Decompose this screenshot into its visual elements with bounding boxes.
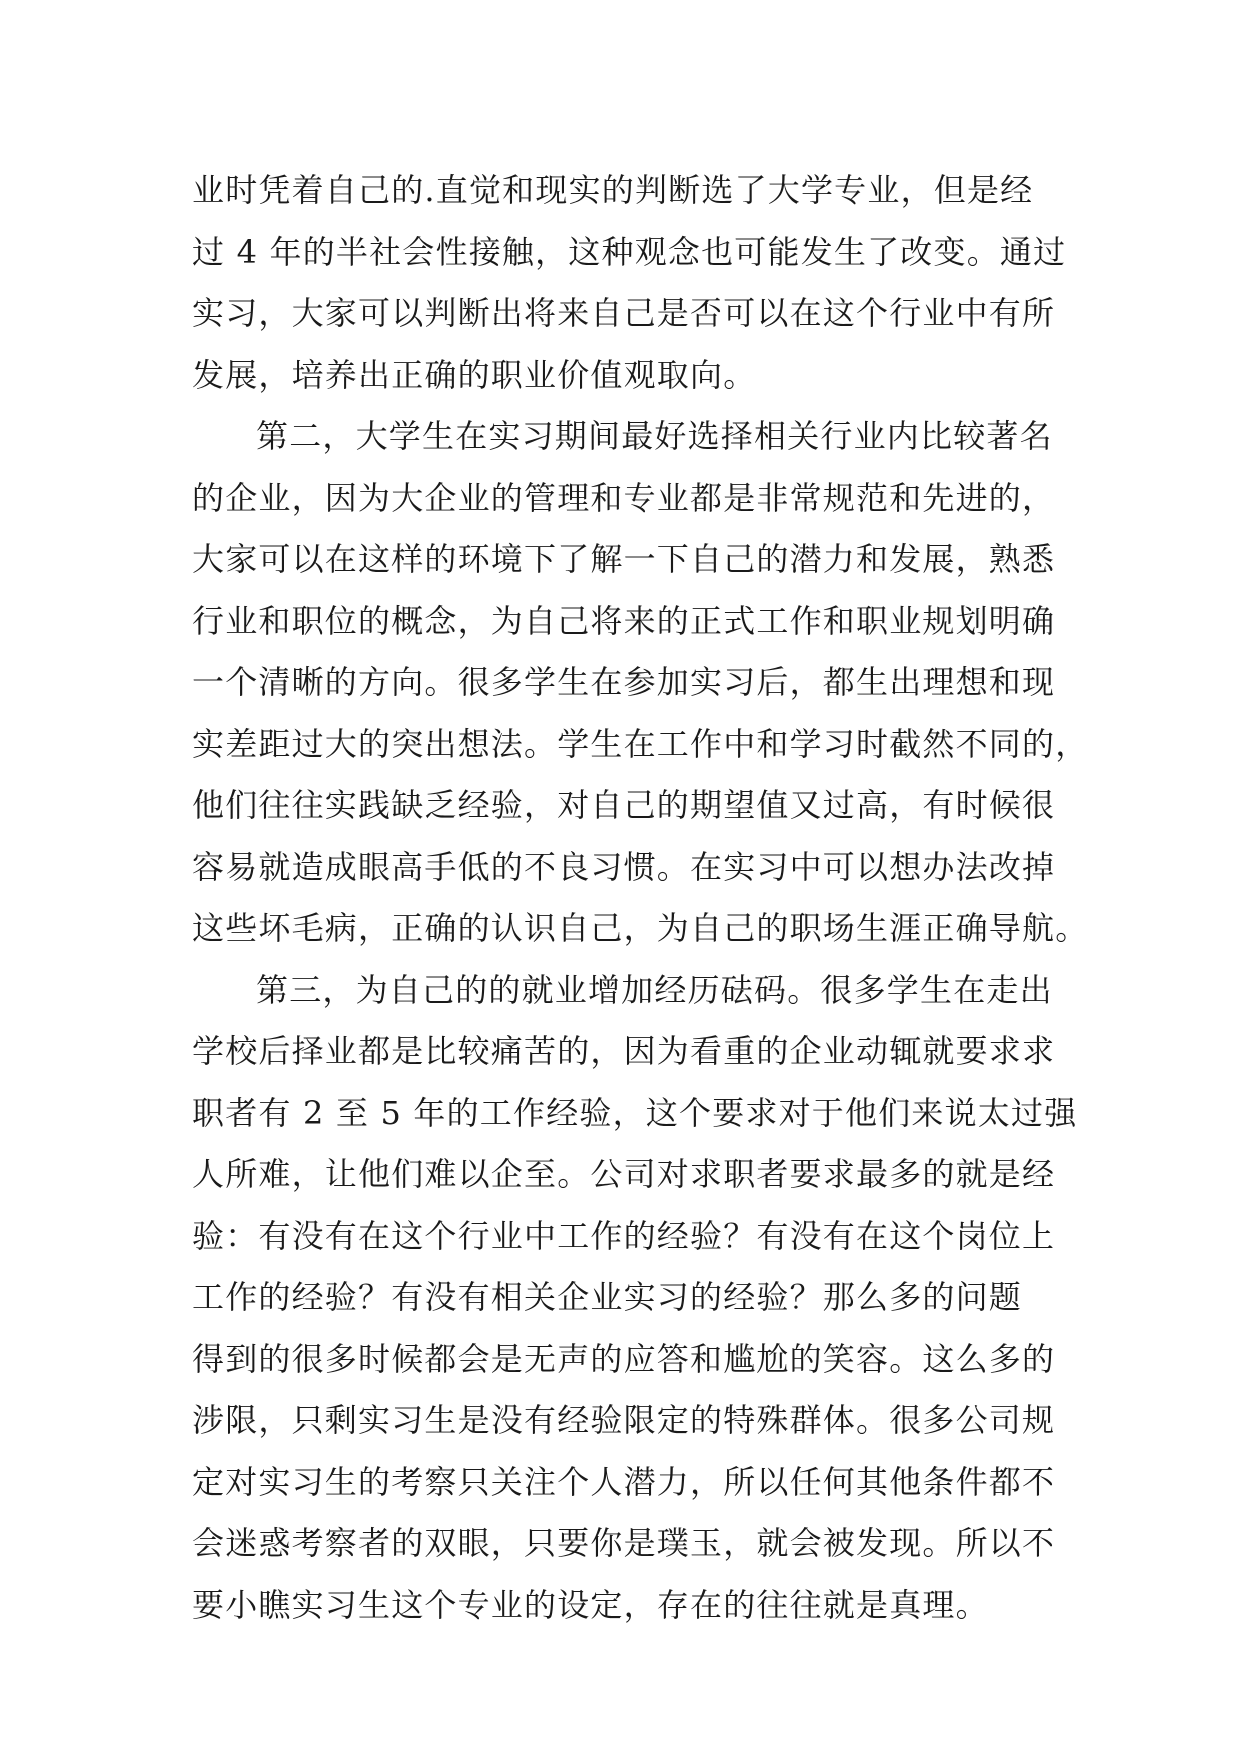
text-line: 发展，培养出正确的职业价值观取向。 (192, 355, 757, 394)
paragraph-2 (192, 406, 1089, 960)
text-line: 工作的经验？有没有相关企业实习的经验？那么多的问题 (192, 1278, 1023, 1316)
text-line: 验：有没有在这个行业中工作的经验？有没有在这个岗位上 (192, 1216, 1056, 1255)
text-line: 这些坏毛病，正确的认识自己，为自己的职场生涯正确导航。 (192, 909, 1089, 947)
paragraph-3 (192, 960, 1078, 1637)
text-line: 的企业，因为大企业的管理和专业都是非常规范和先进的， (192, 478, 1056, 517)
text-line: 涉限，只剩实习生是没有经验限定的特殊群体。很多公司规 (192, 1401, 1056, 1439)
text-line: 大家可以在这样的环境下了解一下自己的潜力和发展，熟悉 (192, 540, 1056, 578)
text-line: 得到的很多时候都会是无声的应答和尴尬的笑容。这么多的 (192, 1339, 1056, 1378)
text-line: 行业和职位的概念，为自己将来的正式工作和职业规划明确 (192, 601, 1056, 640)
text-line: 实习，大家可以判断出将来自己是否可以在这个行业中有所 (192, 294, 1056, 332)
text-line: 职者有 2 至 5 年的工作经验，这个要求对于他们来说太过强 (192, 1093, 1078, 1132)
text-line: 第三，为自己的的就业增加经历砝码。很多学生在走出 (256, 970, 1053, 1009)
text-line: 人所难，让他们难以企至。公司对求职者要求最多的就是经 (192, 1155, 1056, 1193)
text-line: 第二，大学生在实习期间最好选择相关行业内比较著名 (256, 417, 1053, 455)
text-line: 实差距过大的突出想法。学生在工作中和学习时截然不同的， (192, 724, 1089, 763)
text-line: 一个清晰的方向。很多学生在参加实习后，都生出理想和现 (192, 663, 1056, 701)
text-line: 会迷惑考察者的双眼，只要你是璞玉，就会被发现。所以不 (192, 1524, 1056, 1562)
paragraph-1 (192, 160, 1067, 406)
text-line: 业时凭着自己的.直觉和现实的判断选了大学专业，但是经 (192, 171, 1034, 209)
text-line: 学校后择业都是比较痛苦的，因为看重的企业动辄就要求求 (192, 1032, 1056, 1070)
text-line: 定对实习生的考察只关注个人潜力，所以任何其他条件都不 (192, 1462, 1056, 1501)
text-line: 容易就造成眼高手低的不良习惯。在实习中可以想办法改掉 (192, 847, 1056, 886)
text-line: 他们往往实践缺乏经验，对自己的期望值又过高，有时候很 (192, 786, 1056, 824)
text-line: 过 4 年的半社会性接触，这种观念也可能发生了改变。通过 (192, 232, 1067, 271)
text-line: 要小瞧实习生这个专业的设定，存在的往往就是真理。 (192, 1585, 989, 1624)
document-body (192, 160, 1089, 1636)
